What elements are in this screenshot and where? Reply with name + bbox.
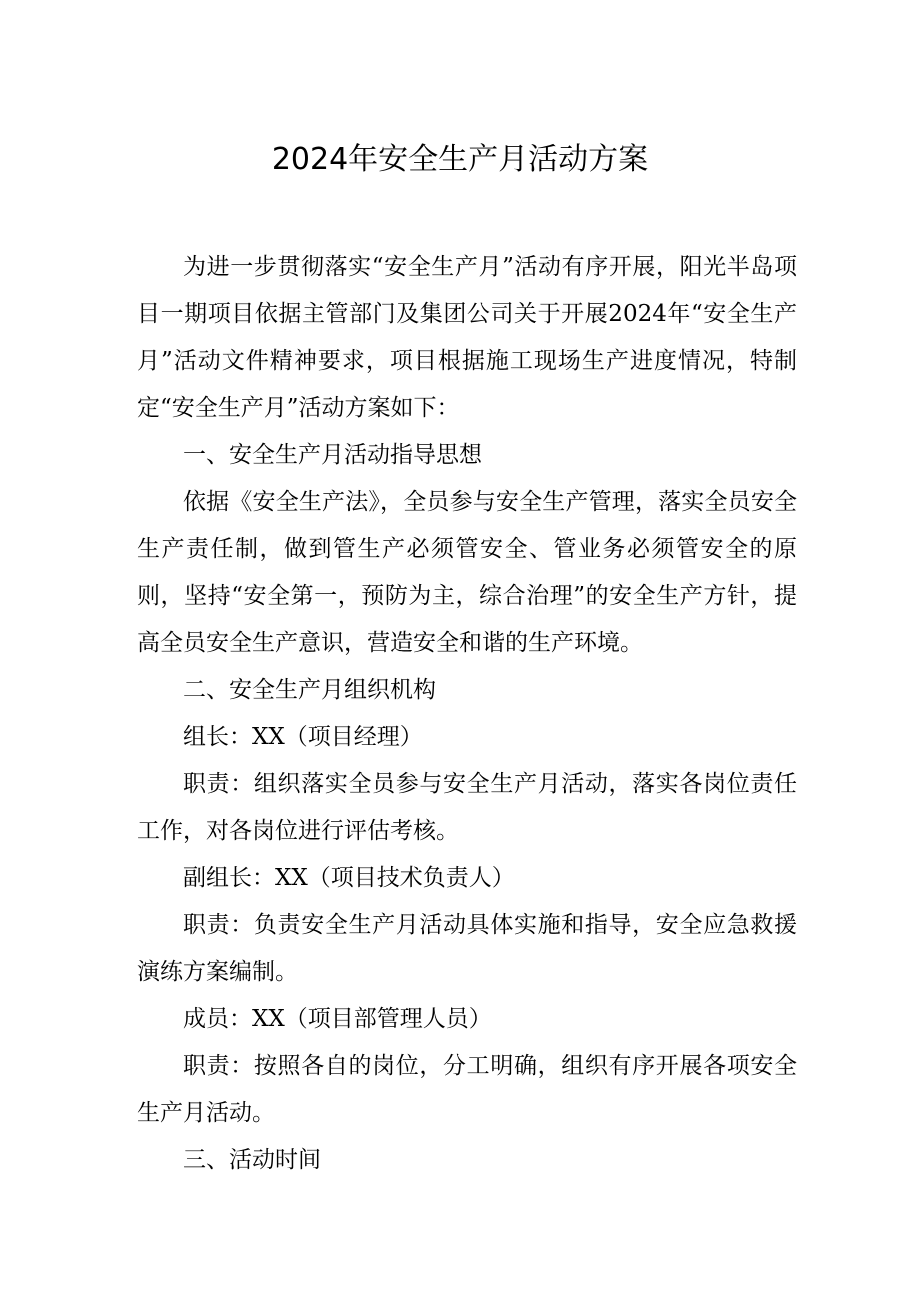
members-line: 成员：XX（项目部管理人员） xyxy=(183,1006,492,1032)
intro-paragraph: 为进一步贯彻落实“安全生产月”活动有序开展，阳光半岛项目一期项目依据主管部门及集团公司关于开展2024年“安全生产月”活动文件精神要求，项目根据施工现场生产进度情况，特制定“安全生产月”活动方案如下： xyxy=(137,254,797,421)
document-body xyxy=(137,244,797,1184)
deputy-leader-line: 副组长：XX（项目技术负责人） xyxy=(183,865,515,891)
document-title: 2024年安全生产月活动方案 xyxy=(271,142,649,177)
guiding-ideology-paragraph: 依据《安全生产法》，全员参与安全生产管理，落实全员安全生产责任制，做到管生产必须管安全、管业务必须管安全的原则，坚持“安全第一，预防为主，综合治理”的安全生产方针，提高全员安全生产意识，营造安全和谐的生产环境。 xyxy=(137,489,797,656)
section-heading-organization: 二、安全生产月组织机构 xyxy=(183,677,436,703)
section-heading-activity-time: 三、活动时间 xyxy=(183,1147,321,1173)
members-duty-paragraph: 职责：按照各自的岗位，分工明确，组织有序开展各项安全生产月活动。 xyxy=(137,1053,797,1126)
section-heading-guiding-ideology: 一、安全生产月活动指导思想 xyxy=(183,442,482,468)
leader-line: 组长：XX（项目经理） xyxy=(183,724,423,750)
deputy-duty-paragraph: 职责：负责安全生产月活动具体实施和指导，安全应急救援演练方案编制。 xyxy=(137,912,797,985)
leader-duty-paragraph: 职责：组织落实全员参与安全生产月活动，落实各岗位责任工作，对各岗位进行评估考核。 xyxy=(137,771,797,844)
